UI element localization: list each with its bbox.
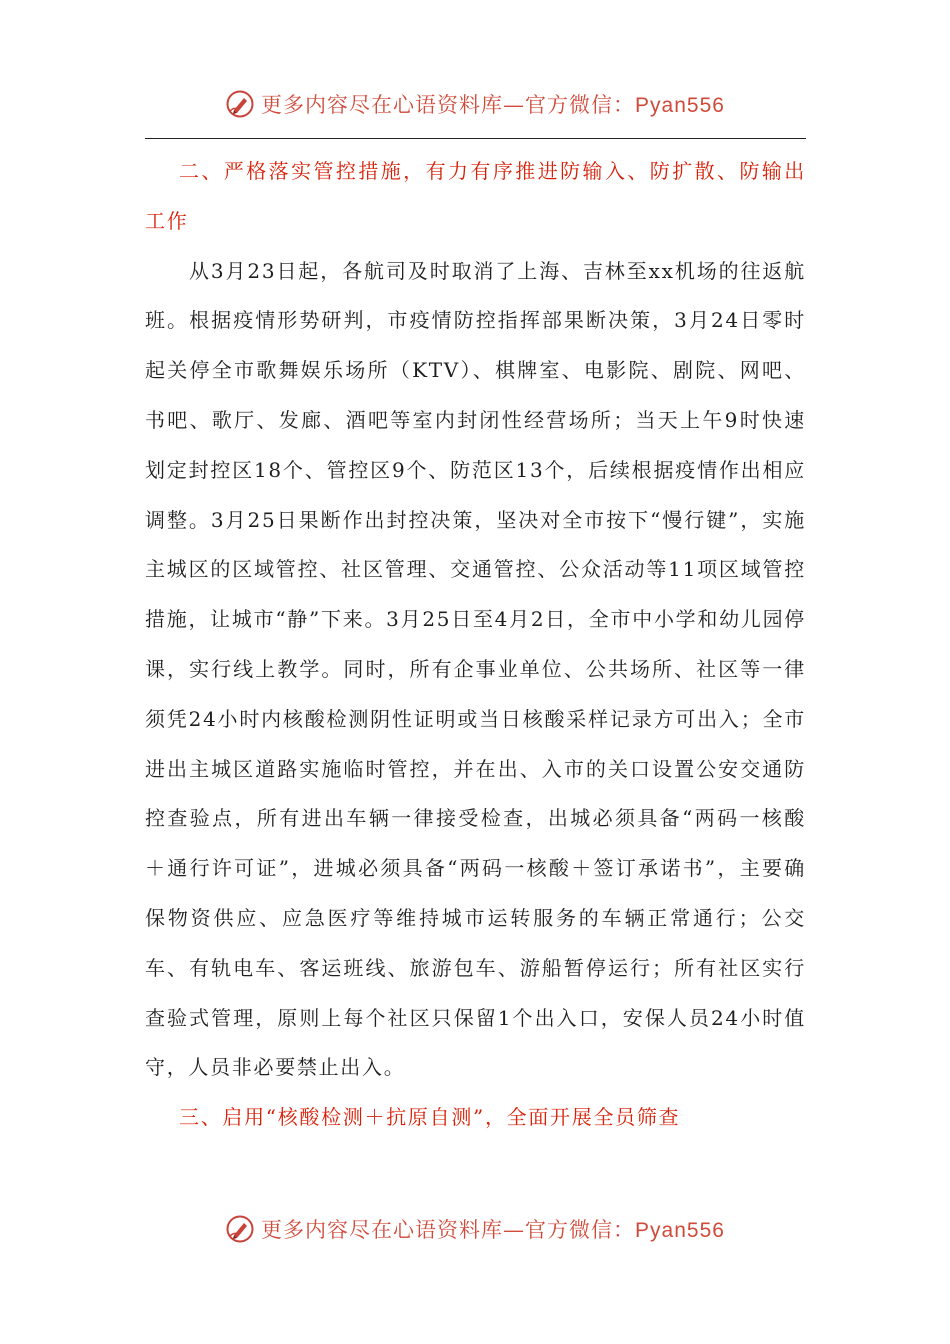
- watermark-text: [261, 89, 725, 119]
- body-paragraph: 从3月23日起，各航司及时取消了上海、吉林至xx机场的往返航班。根据疫情形势研判，市疫情防控指挥部果断决策，3月24日零时起关停全市歌舞娱乐场所（KTV）、棋牌室、电影院、剧院、网吧、书吧、歌厅、发廊、酒吧等室内封闭性经营场所；当天上午9时快速划定封控区18个、管控区9个、防范区13个，后续根据疫情作出相应调整。3月25日果断作出封控决策，坚决对全市按下“慢行键”，实施主城区的区域管控、社区管理、交通管控、公众活动等11项区域管控措施，让城市“静”下来。3月25日至4月2日，全市中小学和幼儿园停课，实行线上教学。同时，所有企事业单位、公共场所、社区等一律须凭24小时内核酸检测阴性证明或当日核酸采样记录方可出入；全市进出主城区道路实施临时管控，并在出、入市的关口设置公安交通防控查验点，所有进出车辆一律接受检查，出城必须具备“两码一核酸＋通行许可证”，进城必须具备“两码一核酸＋签订承诺书”，主要确保物资供应、应急医疗等维持城市运转服务的车辆正常通行；公交车、有轨电车、客运班线、旅游包车、游船暂停运行；所有社区实行查验式管理，原则上每个社区只保留1个出入口，安保人员24小时值守，人员非必要禁止出入。: [145, 258, 806, 1080]
- watermark-text: [261, 1214, 725, 1244]
- document-body: [145, 147, 806, 1143]
- pen-logo-icon: [225, 1214, 255, 1244]
- watermark-wechat-id: Pyan556: [635, 1219, 725, 1242]
- header-watermark: [0, 84, 950, 124]
- footer-watermark: [0, 1209, 950, 1249]
- watermark-wechat-id: Pyan556: [635, 94, 725, 117]
- section-heading-three: 三、启用“核酸检测＋抗原自测”，全面开展全员筛查: [179, 1105, 681, 1130]
- pen-logo-icon: [225, 89, 255, 119]
- section-heading-two: 二、严格落实管控措施，有力有序推进防输入、防扩散、防输出工作: [145, 159, 806, 233]
- watermark-slogan: 更多内容尽在心语资料库—官方微信：: [261, 93, 636, 117]
- header-divider: [145, 138, 806, 139]
- watermark-slogan: 更多内容尽在心语资料库—官方微信：: [261, 1218, 636, 1242]
